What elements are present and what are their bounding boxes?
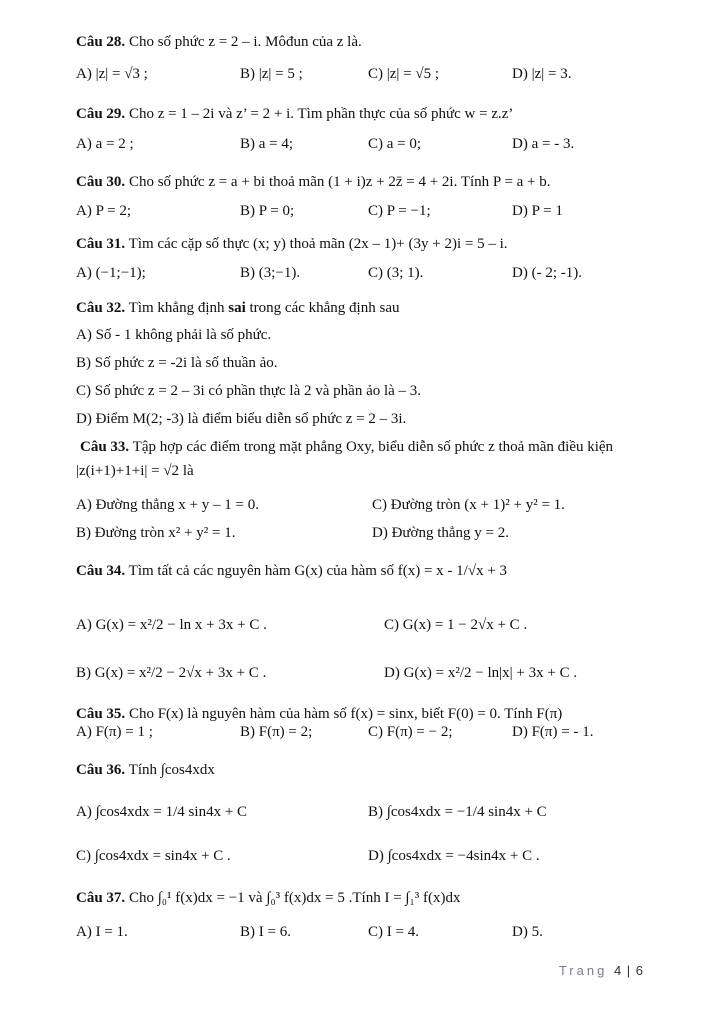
option-35-b: B) F(π) = 2; [240, 724, 313, 740]
option-31-c: C) (3; 1). [368, 265, 424, 281]
question-number: Câu 33. [80, 439, 130, 455]
option-31-a: A) (−1;−1); [76, 265, 146, 281]
question-text-after: trong các khẳng định sau [249, 300, 400, 316]
option-36-b: B) ∫cos4xdx = −1/4 sin4x + C [368, 804, 547, 820]
page-footer [559, 963, 644, 978]
question-number: Câu 35. [76, 706, 126, 722]
option-30-c: C) P = −1; [368, 203, 431, 219]
option-34-c: C) G(x) = 1 − 2√x + C . [384, 617, 528, 633]
footer-page-number: 4 | 6 [613, 963, 644, 978]
option-33-a: A) Đường thẳng x + y – 1 = 0. [76, 497, 259, 513]
option-32-a: A) Số - 1 không phải là số phức. [76, 327, 272, 343]
question-32 [76, 300, 399, 317]
option-30-a: A) P = 2; [76, 203, 131, 219]
option-29-b: B) a = 4; [240, 136, 294, 152]
condition-formula: |z(i+1)+1+i| = √2 [76, 463, 180, 479]
footer-label: Trang [558, 963, 608, 978]
option-37-a: A) I = 1. [76, 924, 128, 940]
option-33-c: C) Đường tròn (x + 1)² + y² = 1. [372, 497, 565, 513]
option-34-d: D) G(x) = x²/2 − ln|x| + 3x + C . [384, 665, 578, 681]
option-36-a: A) ∫cos4xdx = 1/4 sin4x + C [76, 804, 248, 820]
question-number: Câu 32. [76, 300, 126, 316]
question-36 [76, 762, 215, 779]
option-35-d: D) F(π) = - 1. [512, 724, 594, 740]
option-28-b: B) |z| = 5 ; [240, 66, 303, 82]
question-text-before: Tìm khẳng định [128, 300, 225, 316]
question-34 [76, 563, 507, 580]
question-37 [76, 890, 460, 907]
question-text: Cho z = 1 – 2i và z’ = 2 + i. Tìm phần thực của số phức w = z.z’ [128, 106, 514, 122]
option-37-d: D) 5. [512, 924, 543, 940]
option-33-b: B) Đường tròn x² + y² = 1. [76, 525, 236, 541]
question-text: Tập hợp các điểm trong mặt phẳng Oxy, biểu diễn số phức z thoả mãn điều kiện [132, 439, 614, 455]
option-29-a: A) a = 2 ; [76, 136, 134, 152]
question-number: Câu 29. [76, 106, 126, 122]
option-36-c: C) ∫cos4xdx = sin4x + C . [76, 848, 231, 864]
option-34-a: A) G(x) = x²/2 − ln x + 3x + C . [76, 617, 267, 633]
option-31-d: D) (- 2; -1). [512, 265, 582, 281]
option-37-b: B) I = 6. [240, 924, 291, 940]
option-28-c: C) |z| = √5 ; [368, 66, 440, 82]
option-34-b: B) G(x) = x²/2 − 2√x + 3x + C . [76, 665, 267, 681]
question-30 [76, 174, 551, 191]
option-37-c: C) I = 4. [368, 924, 419, 940]
option-33-d: D) Đường thẳng y = 2. [372, 525, 510, 541]
option-36-d: D) ∫cos4xdx = −4sin4x + C . [368, 848, 540, 864]
question-text: Cho F(x) là nguyên hàm của hàm số f(x) = sinx, biết F(0) = 0. Tính F(π) [128, 706, 563, 722]
option-32-b: B) Số phức z = -2i là số thuần ảo. [76, 355, 278, 371]
question-number: Câu 28. [76, 34, 126, 50]
option-29-c: C) a = 0; [368, 136, 422, 152]
question-28 [76, 34, 362, 51]
question-text: Tìm tất cả các nguyên hàm G(x) của hàm số f(x) = x - 1/√x + 3 [128, 563, 508, 579]
option-35-a: A) F(π) = 1 ; [76, 724, 153, 740]
option-31-b: B) (3;−1). [240, 265, 301, 281]
question-number: Câu 31. [76, 236, 126, 252]
question-29 [76, 106, 513, 123]
question-text: Tìm các cặp số thực (x; y) thoả mãn (2x – 1)+ (3y + 2)i = 5 – i. [128, 236, 508, 252]
question-number: Câu 36. [76, 762, 126, 778]
question-text: Cho số phức z = 2 – i. Môđun của z là. [128, 34, 362, 50]
option-32-d: D) Điểm M(2; -3) là điểm biểu diễn số phức z = 2 – 3i. [76, 411, 407, 427]
condition-suffix: là [182, 463, 194, 479]
question-text: Cho số phức z = a + bi thoả mãn (1 + i)z + 2z̄ = 4 + 2i. Tính P = a + b. [128, 174, 551, 190]
question-text: Cho ∫₀¹ f(x)dx = −1 và ∫₀³ f(x)dx = 5 .Tính I = ∫₁³ f(x)dx [128, 890, 461, 906]
option-28-a: A) |z| = √3 ; [76, 66, 148, 82]
option-32-c: C) Số phức z = 2 – 3i có phần thực là 2 và phần ảo là – 3. [76, 383, 422, 399]
question-number: Câu 34. [76, 563, 126, 579]
question-number: Câu 37. [76, 890, 126, 906]
question-31 [76, 236, 508, 253]
option-30-b: B) P = 0; [240, 203, 295, 219]
question-35 [76, 706, 562, 723]
question-33-condition [76, 463, 194, 480]
option-30-d: D) P = 1 [512, 203, 563, 219]
question-text-emphasis: sai [228, 300, 246, 316]
question-33 [80, 439, 613, 456]
option-28-d: D) |z| = 3. [512, 66, 572, 82]
question-number: Câu 30. [76, 174, 126, 190]
option-29-d: D) a = - 3. [512, 136, 575, 152]
question-text: Tính ∫cos4xdx [128, 762, 215, 778]
option-35-c: C) F(π) = − 2; [368, 724, 453, 740]
